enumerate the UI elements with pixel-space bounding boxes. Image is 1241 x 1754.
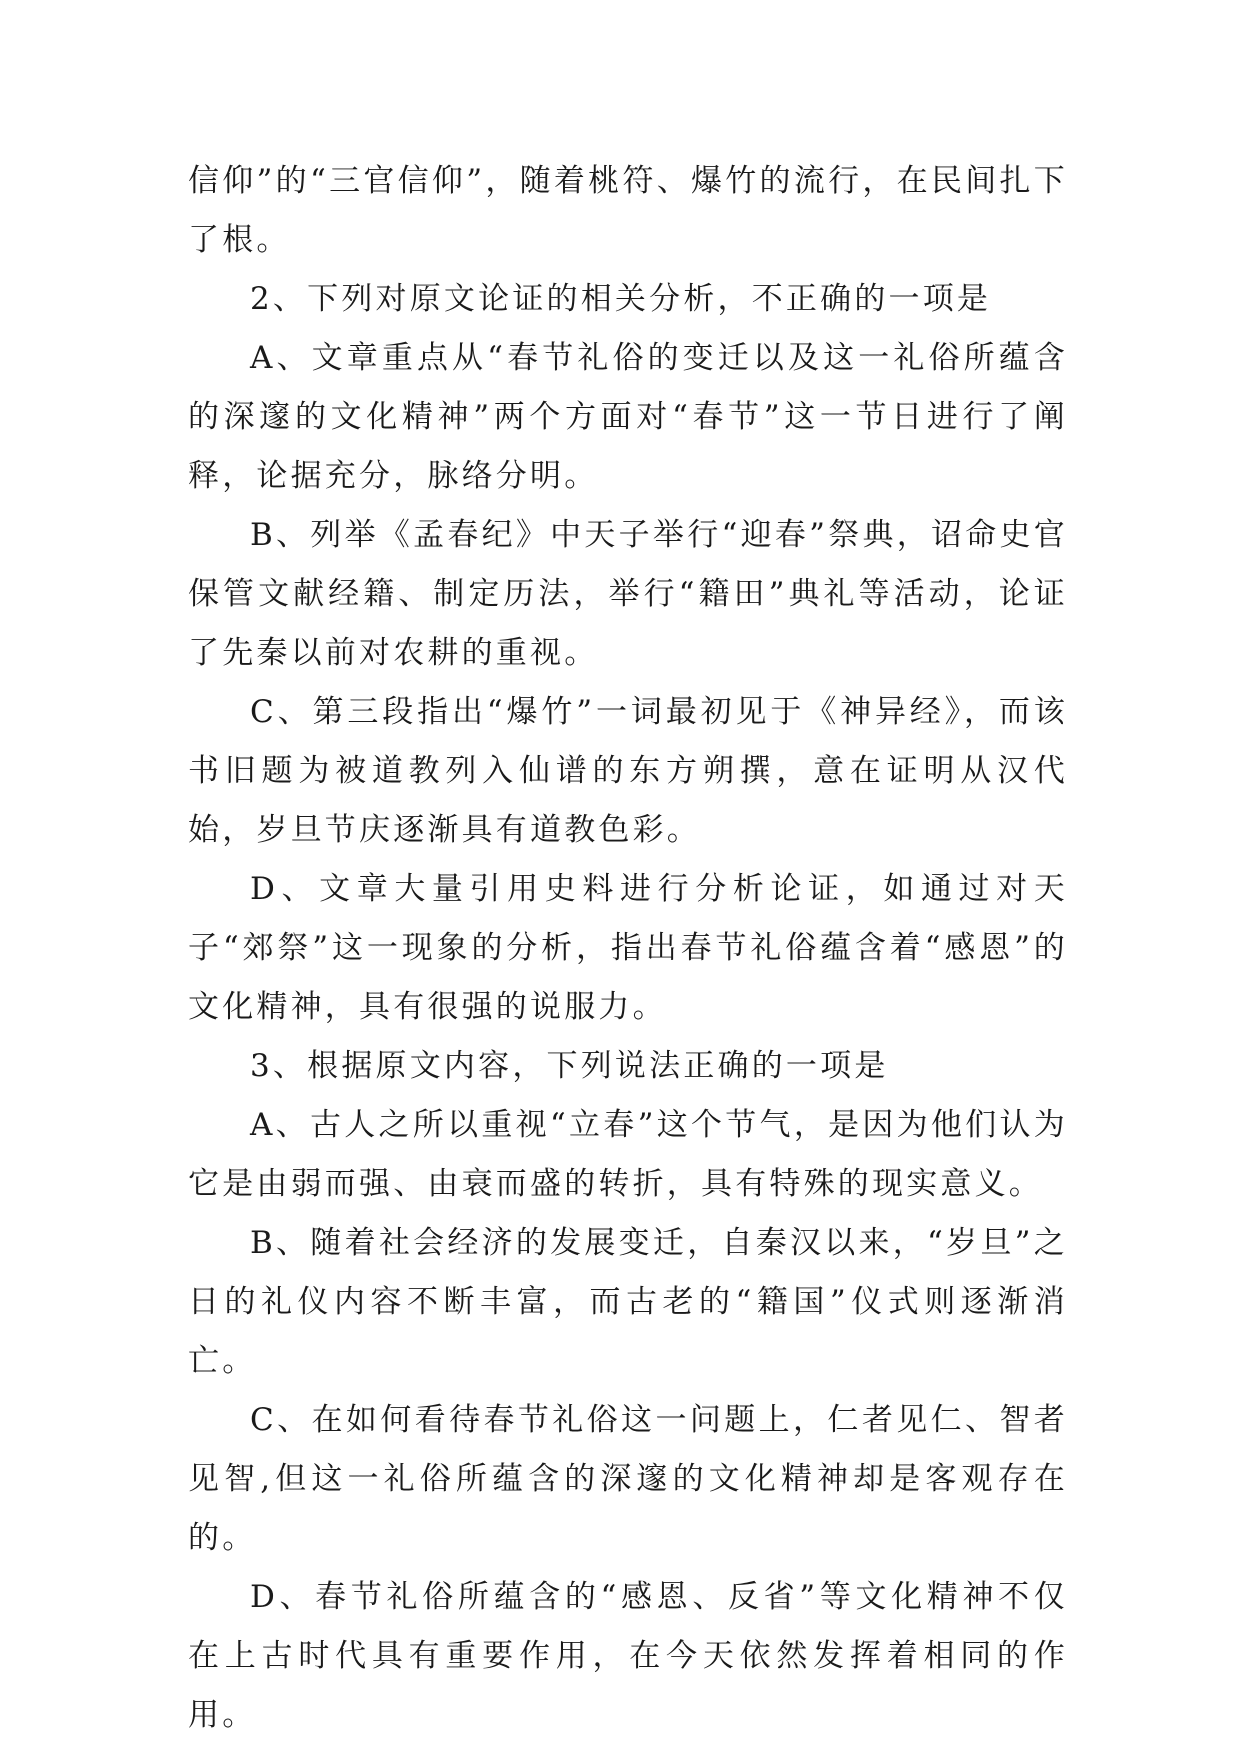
question-3-option-b: B、随着社会经济的发展变迁，自秦汉以来，“岁旦”之日的礼仪内容不断丰富，而古老的“籍国”仪式则逐渐消亡。 [188,1225,1068,1379]
question-3-option-a: A、古人之所以重视“立春”这个节气，是因为他们认为它是由弱而强、由衰而盛的转折，具有特殊的现实意义。 [188,1107,1068,1202]
question-3-stem: 3、根据原文内容，下列说法正确的一项是 [250,1048,889,1084]
question-2-option-b: B、列举《孟春纪》中天子举行“迎春”祭典，诏命史官保管文献经籍、制定历法，举行“籍田”典礼等活动，论证了先秦以前对农耕的重视。 [188,517,1068,671]
question-2-option-d: D、文章大量引用史料进行分析论证，如通过对天子“郊祭”这一现象的分析，指出春节礼俗蕴含着“感恩”的文化精神，具有很强的说服力。 [188,871,1068,1025]
paragraph-continuation: 信仰”的“三官信仰”，随着桃符、爆竹的流行，在民间扎下了根。 [188,163,1068,258]
question-3-option-c: C、在如何看待春节礼俗这一问题上，仁者见仁、智者见智,但这一礼俗所蕴含的深邃的文化精神却是客观存在的。 [188,1402,1068,1556]
document-body [188,152,1068,1745]
question-3-option-d: D、春节礼俗所蕴含的“感恩、反省”等文化精神不仅在上古时代具有重要作用，在今天依然发挥着相同的作用。 [188,1579,1068,1733]
question-2-option-a: A、文章重点从“春节礼俗的变迁以及这一礼俗所蕴含的深邃的文化精神”两个方面对“春节”这一节日进行了阐释，论据充分，脉络分明。 [188,340,1068,494]
question-2-option-c: C、第三段指出“爆竹”一词最初见于《神异经》，而该书旧题为被道教列入仙谱的东方朔撰，意在证明从汉代始，岁旦节庆逐渐具有道教色彩。 [188,694,1068,848]
question-2-stem: 2、下列对原文论证的相关分析，不正确的一项是 [250,281,992,317]
